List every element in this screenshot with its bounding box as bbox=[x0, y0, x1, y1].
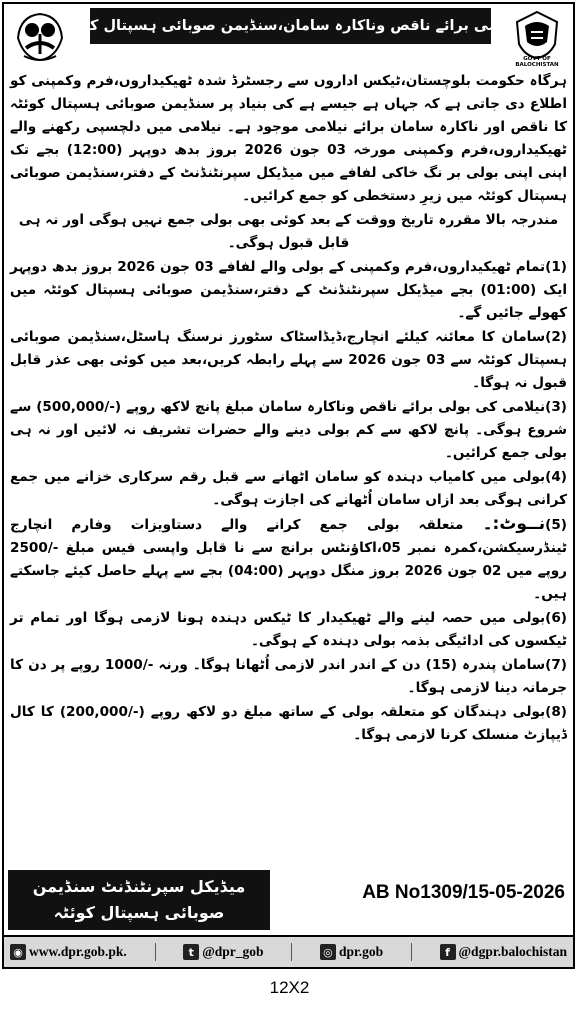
header bbox=[4, 4, 573, 68]
condition-item: (5)نــوٹ:۔ متعلقہ بولی جمع کرانے والے دستاویزات وفارم انچارج ٹینڈرسیکشن،کمرہ نمبر 05،اکاؤنٹس برانچ سے نا قابل واپسی فیس مبلغ -/2500 روپے میں 02 جون 2026 بروز منگل دوپہر (04:00) بجے سے پہلے حاصل کیئے جاسکتے ہیں۔ bbox=[10, 514, 568, 602]
ab-number: AB No1309/15-05-2026 bbox=[362, 882, 565, 903]
intro-paragraph: ہرگاہ حکومت بلوچستان،ٹیکس اداروں سے رجسٹرڈ شدہ ٹھیکیداروں،فرم وکمپنی کو اطلاع دی جاتی ہے کہ جہاں ہے جیسے ہے کی بنیاد پر سنڈیمن صوبائی ہسپتال کوئٹہ کا ناقص اور ناکارہ سامان برائے نیلامی موجود ہے۔ نیلامی میں دلچسپی رکھنے والے ٹھیکیداروں،فرم وکمپنی مورخہ 03 جون 2026 بروز بدھ دوپہر (12:00) بجے تک اپنی اپنی بولی بر نگ خاکی لفافے میں میڈیکل سپرنٹنڈنٹ کے دفتر،سنڈیمن صوبائی ہسپتال کوئٹہ میں زیرِ دستخطی کو جمع کرائیں۔ bbox=[10, 73, 568, 204]
government-logo-caption: GOVT OF BALOCHISTAN bbox=[515, 56, 559, 68]
facebook-icon: f bbox=[440, 944, 456, 960]
divider bbox=[411, 943, 412, 961]
footer-bar bbox=[4, 935, 573, 967]
signature-block bbox=[8, 870, 270, 930]
note-label: نــوٹ:۔ bbox=[482, 514, 546, 534]
condition-item: (2)سامان کا معائنہ کیلئے انچارج،ڈیڈاسٹاک سٹورز نرسنگ ہاسٹل،سنڈیمن صوبائی ہسپتال کوئٹہ سے 03 جون 2026 سے پہلے رابطہ کریں،بعد میں کوئی بھی عذر قابل قبول نہ ہوگا۔ bbox=[10, 329, 568, 391]
condition-item: (1)تمام ٹھیکیداروں،فرم وکمپنی کے بولی والے لفافے 03 جون 2026 بروز بدھ دوپہر ایک (01:00) بجے میڈیکل سپرنٹنڈنٹ کے دفتر،سنڈیمن صوبائی ہسپتال کوئٹہ میں کھولے جائیں گے۔ bbox=[10, 259, 567, 321]
condition-item: (6)بولی میں حصہ لینے والے ٹھیکیدار کا ٹیکس دہندہ ہونا لازمی ہوگا اور تمام تر ٹیکسوں کی ادائیگی بذمہ بولی دہندہ کے ہوگی۔ bbox=[10, 610, 567, 649]
twitter-icon: t bbox=[183, 944, 199, 960]
condition-item: (8)بولی دہندگان کو متعلقہ بولی کے ساتھ مبلغ دو لاکھ روپے (-/200,000) کا کال ڈیپازٹ منسلک کرنا لازمی ہوگا۔ bbox=[10, 704, 567, 743]
notice-body bbox=[10, 70, 567, 862]
hospital-emblem-icon bbox=[12, 8, 68, 64]
footer-other-handle[interactable]: ◎ dpr.gob bbox=[320, 944, 383, 960]
condition-item: (3)نیلامی کی بولی برائے ناقص وناکارہ سامان مبلغ پانچ لاکھ روپے (-/500,000) سے شروع ہوگی۔ پانچ لاکھ سے کم بولی دینے والے حضرات تشریف نہ لائیں اور نہ ہی بولی جمع کرائیں۔ bbox=[10, 399, 567, 461]
deadline-notice: مندرجہ بالا مقررہ تاریخ ووقت کے بعد کوئی بھی بولی جمع نہیں ہوگی اور نہ ہی قابل قبول ہوگی۔ bbox=[18, 212, 559, 251]
condition-item: (7)سامان پندرہ (15) دن کے اندر اندر لازمی اُٹھانا ہوگا۔ ورنہ -/1000 روپے پر دن کا جرمانہ دینا لازمی ہوگا۔ bbox=[10, 657, 567, 696]
footer-twitter[interactable]: t @dpr_gob bbox=[183, 944, 263, 960]
notice-title: نیلامی برائے ناقص وناکارہ سامان،سنڈیمن صوبائی ہسپتال کوئٹہ bbox=[90, 8, 491, 44]
globe-icon: ◉ bbox=[10, 944, 26, 960]
divider bbox=[155, 943, 156, 961]
footer-website[interactable]: ◉ www.dpr.gob.pk. bbox=[10, 944, 127, 960]
footer-facebook[interactable]: f @dgpr.balochistan bbox=[440, 944, 567, 960]
ad-size-label: 12X2 bbox=[269, 978, 310, 997]
social-icon: ◎ bbox=[320, 944, 336, 960]
advertisement bbox=[2, 2, 575, 969]
signature-line-2: صوبائی ہسپتال کوئٹہ bbox=[53, 903, 225, 922]
signature-line-1: میڈیکل سپرنٹنڈنٹ سنڈیمن bbox=[32, 877, 246, 896]
divider bbox=[291, 943, 292, 961]
condition-item: (4)بولی میں کامیاب دہندہ کو سامان اٹھانے سے قبل رقم سرکاری خزانے میں جمع کرانی ہوگی بعد ازاں سامان اُٹھانے کی اجازت ہوگی۔ bbox=[10, 469, 567, 508]
